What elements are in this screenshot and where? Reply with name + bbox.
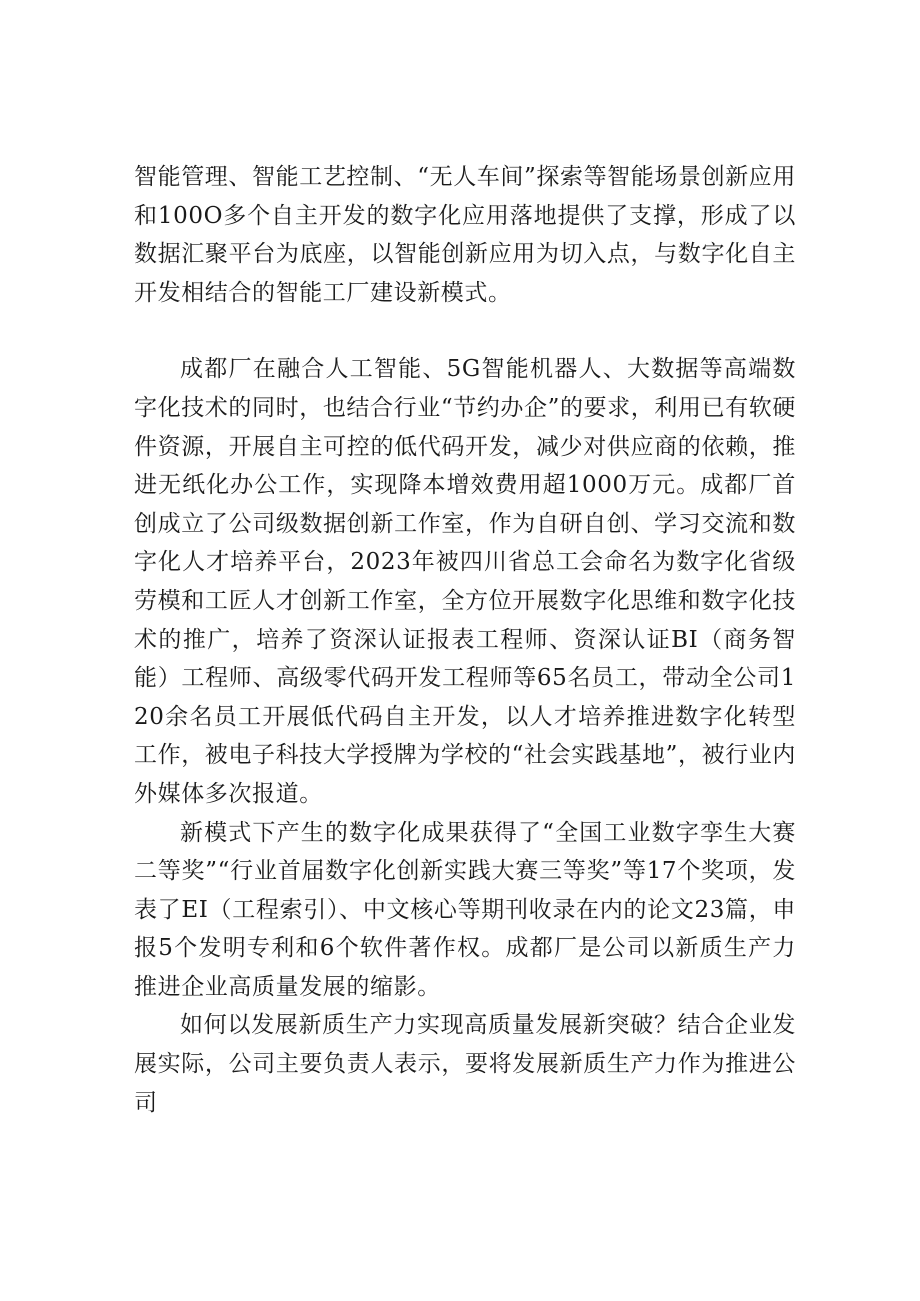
paragraph-chengdu-factory: 成都厂在融合人工智能、5G智能机器人、大数据等高端数字化技术的同时，也结合行业“节约办企”的要求，利用已有软硬件资源，开展自主可控的低代码开发，减少对供应商的依赖，推进无纸化办公工作，实现降本增效费用超1000万元。成都厂首创成立了公司级数据创新工作室，作为自研自创、学习交流和数字化人才培养平台，2023年被四川省总工会命名为数字化省级劳模和工匠人才创新工作室，全方位开展数字化思维和数字化技术的推广，培养了资深认证报表工程师、资深认证BI（商务智能）工程师、高级零代码开发工程师等65名员工，带动全公司120余名员工开展低代码自主开发，以人才培养推进数字化转型工作，被电子科技大学授牌为学校的“社会实践基地”，被行业内外媒体多次报道。 (134, 356, 796, 807)
paragraph-digital-achievements: 新模式下产生的数字化成果获得了“全国工业数字孪生大赛二等奖”“行业首届数字化创新实践大赛三等奖”等17个奖项，发表了EI（工程索引）、中文核心等期刊收录在内的论文23篇，申报5个发明专利和6个软件著作权。成都厂是公司以新质生产力推进企业高质量发展的缩影。 (134, 819, 796, 1000)
document-body (134, 158, 796, 1122)
paragraph-intelligent-factory: 智能管理、智能工艺控制、“无人车间”探索等智能场景创新应用和100O多个自主开发的数字化应用落地提供了支撑，形成了以数据汇聚平台为底座，以智能创新应用为切入点，与数字化自主开发相结合的智能工厂建设新模式。 (134, 164, 796, 306)
paragraph-new-productivity: 如何以发展新质生产力实现高质量发展新突破？结合企业发展实际，公司主要负责人表示，要将发展新质生产力作为推进公司 (134, 1012, 796, 1116)
